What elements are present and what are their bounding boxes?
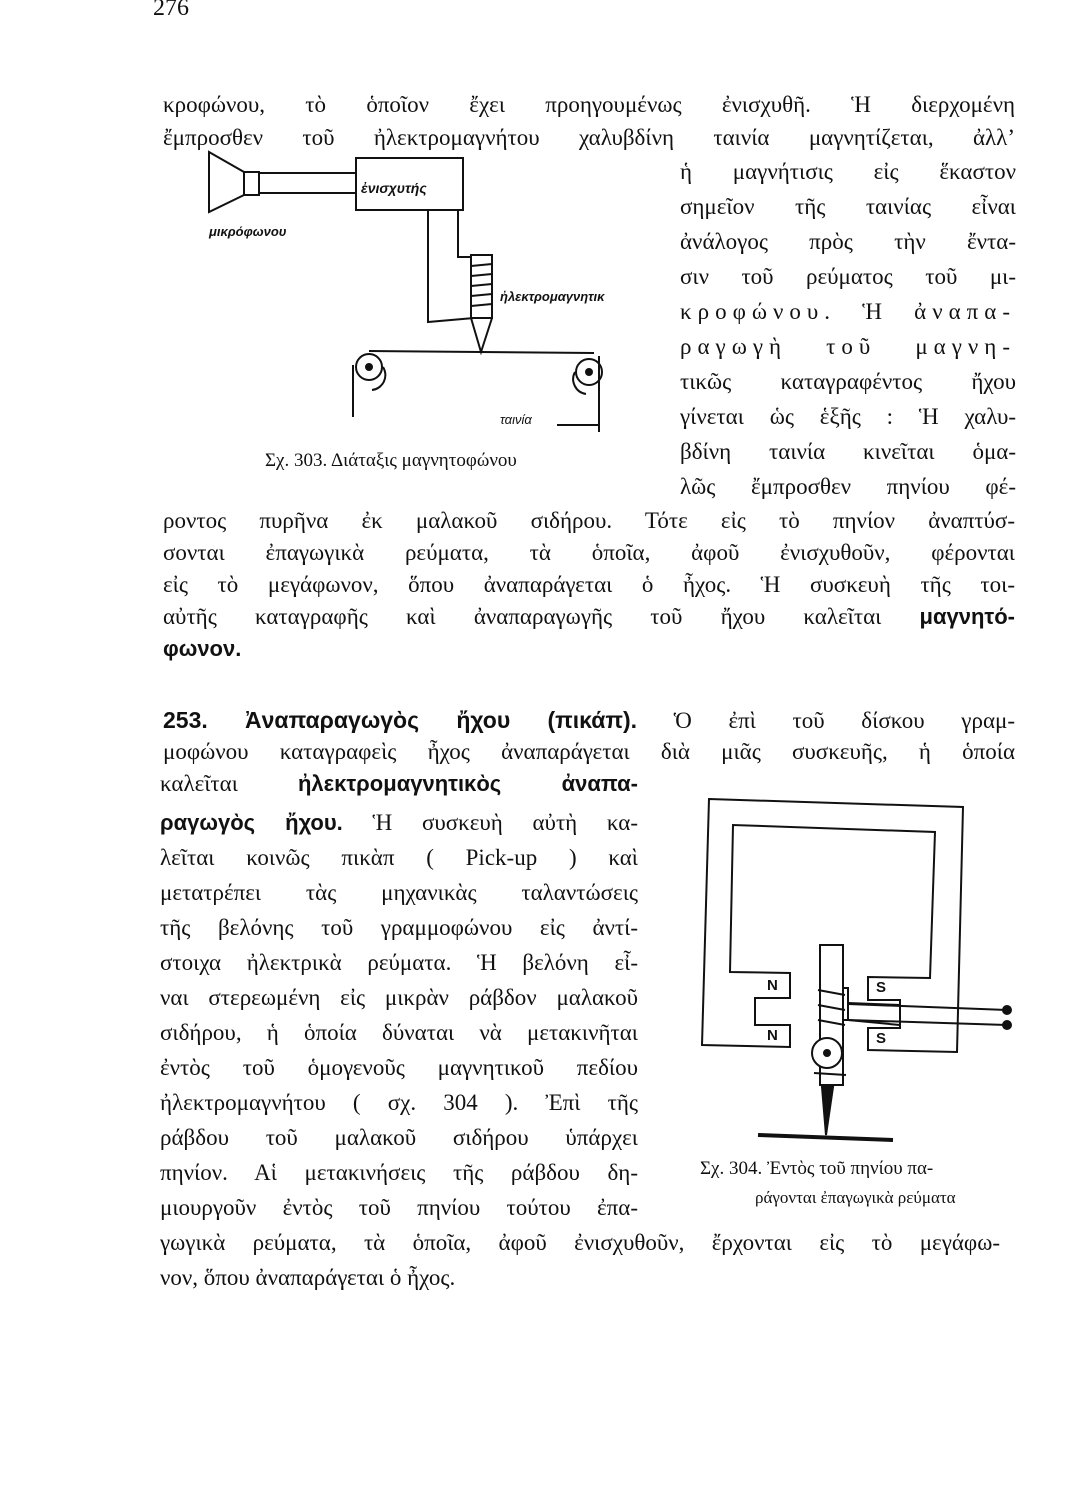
electromagnet-label: ἠλεκτρομαγνητικ xyxy=(500,289,605,304)
text-line: νον, ὅπου ἀναπαράγεται ὁ ἦχος. xyxy=(160,1265,456,1290)
tape-label: ταινία xyxy=(500,412,532,427)
amplifier-label: ἐνισχυτής xyxy=(361,180,427,196)
text-line: τῆς βελόνης τοῦ γραμμοφώνου εἰς ἀντί- xyxy=(160,915,638,940)
text-line: πηνίον. Αἱ μετακινήσεις τῆς ράβδου δη- xyxy=(160,1160,638,1185)
text-line: ροντος πυρῆνα ἐκ μαλακοῦ σιδήρου. Τότε εἰς τὸ πηνίον ἀναπτύσ- xyxy=(163,508,1015,533)
pole-label-south: S xyxy=(876,1030,887,1047)
figure-303-caption: Σχ. 303. Διάταξις μαγνητοφώνου xyxy=(265,450,517,471)
text-line: ραγωγὴ τοῦ μαγνη- xyxy=(680,334,1016,359)
microphone-label: μικρόφωνου xyxy=(209,224,287,239)
bold-term: ἠλεκτρομαγνητικὸς ἀναπα- xyxy=(297,771,638,796)
bold-term: ραγωγὸς ἤχου. xyxy=(160,810,343,835)
text-line: λεῖται κοινῶς πικὰπ ( Pick-up ) καὶ xyxy=(160,845,638,870)
pole-label-north: N xyxy=(767,1027,778,1044)
text-line: ναι στερεωμένη εἰς μικρὰν ράβδον μαλακοῦ xyxy=(160,985,638,1010)
text-line: ράβδου τοῦ μαλακοῦ σιδήρου ὑπάρχει xyxy=(160,1125,638,1150)
section-heading: 253. Ἀναπαραγωγὸς ἤχου (πικάπ). xyxy=(163,707,638,733)
text-line: βδίνη ταινία κινεῖται ὁμα- xyxy=(680,439,1016,464)
text-line: κροφώνου, τὸ ὁποῖον ἔχει προηγουμένως ἐνισχυθῆ. Ἡ διερχομένη xyxy=(163,92,1015,117)
text-span: Ὁ ἐπὶ τοῦ δίσκου γραμ- xyxy=(673,708,1015,733)
text-line: ἡ μαγνήτισις εἰς ἕκαστον xyxy=(680,159,1016,184)
text-line: σιν τοῦ ρεύματος τοῦ μι- xyxy=(680,264,1016,289)
pole-label-north: N xyxy=(767,977,778,994)
text-line: κροφώνου. Ἡ ἀναπα- xyxy=(680,299,1016,324)
text-line: μετατρέπει τὰς μηχανικὰς ταλαντώσεις xyxy=(160,880,638,905)
figure-304-caption: ράγονται ἐπαγωγικὰ ρεύματα xyxy=(755,1188,956,1207)
text-span: αὐτῆς καταγραφῆς καὶ ἀναπαραγωγῆς τοῦ ἤχου καλεῖται xyxy=(163,604,882,629)
text-span: Ἡ συσκευὴ αὐτὴ κα- xyxy=(372,810,639,835)
text-line: μοφώνου καταγραφεὶς ἦχος ἀναπαράγεται διὰ μιᾶς συσκευῆς, ἡ ὁποία xyxy=(163,739,1015,764)
text-span: καλεῖται xyxy=(160,771,238,796)
text-line: λῶς ἔμπροσθεν πηνίου φέ- xyxy=(680,474,1016,499)
text-line: σημεῖον τῆς ταινίας εἶναι xyxy=(680,194,1016,219)
pole-label-south: S xyxy=(876,979,887,996)
text-line: εἰς τὸ μεγάφωνον, ὅπου ἀναπαράγεται ὁ ἦχος. Ἡ συσκευὴ τῆς τοι- xyxy=(163,572,1015,597)
figure-304-caption: Σχ. 304. Ἐντὸς τοῦ πηνίου πα- xyxy=(700,1158,934,1179)
bold-term: φωνον. xyxy=(163,636,242,661)
text-line: στοιχα ἠλεκτρικὰ ρεύματα. Ἡ βελόνη εἶ- xyxy=(160,950,638,975)
text-line: μιουργοῦν ἐντὸς τοῦ πηνίου τούτου ἐπα- xyxy=(160,1195,638,1220)
text-line: γωγικὰ ρεύματα, τὰ ὁποῖα, ἀφοῦ ἐνισχυθοῦν, ἔρχονται εἰς τὸ μεγάφω- xyxy=(160,1230,1000,1255)
text-line: ἐντὸς τοῦ ὁμογενοῦς μαγνητικοῦ πεδίου xyxy=(160,1055,638,1080)
text-line: ἠλεκτρομαγνήτου ( σχ. 304 ). Ἐπὶ τῆς xyxy=(160,1090,638,1115)
bold-term: μαγνητό- xyxy=(919,604,1016,629)
text-line: ἀνάλογος πρὸς τὴν ἔντα- xyxy=(680,229,1016,254)
text-line: τικῶς καταγραφέντος ἤχου xyxy=(680,369,1016,394)
text-line: ἔμπροσθεν τοῦ ἠλεκτρομαγνήτου χαλυβδίνη ταινία μαγνητίζεται, ἀλλ’ xyxy=(163,125,1015,150)
page-number: 276 xyxy=(153,0,189,21)
text-line: σιδήρου, ἡ ὁποία δύναται νὰ μετακινῆται xyxy=(160,1020,638,1045)
text-line: γίνεται ὡς ἑξῆς : Ἡ χαλυ- xyxy=(680,404,1016,429)
record-surface xyxy=(758,1135,893,1140)
text-line: σονται ἐπαγωγικὰ ρεύματα, τὰ ὁποῖα, ἀφοῦ ἐνισχυθοῦν, φέρονται xyxy=(163,540,1015,565)
